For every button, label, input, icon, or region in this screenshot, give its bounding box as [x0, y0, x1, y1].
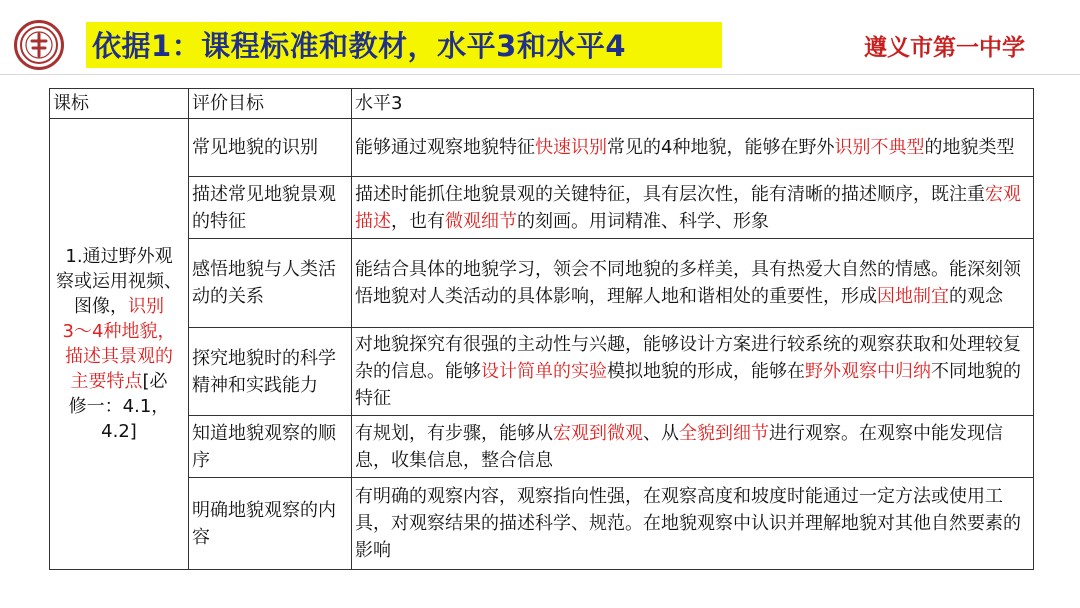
level-text: 、从: [643, 422, 679, 444]
emphasis-text: 宏观到微观: [553, 422, 643, 444]
kebiao-text: 1.通过野外观: [65, 246, 173, 267]
goal-cell: 明确地貌观察的内容: [189, 478, 352, 570]
emphasis-text: 全貌到细节: [679, 422, 769, 444]
goal-cell: 常见地貌的识别: [189, 119, 352, 177]
level-text: 不同地貌的特征: [355, 361, 1021, 409]
level-text: 能够通过观察地貌特征: [355, 137, 535, 158]
kebiao-line: [53, 369, 185, 394]
kebiao-line: [53, 419, 185, 444]
level-text: 有规划，有步骤，能够从: [355, 422, 553, 444]
kebiao-line: [53, 319, 185, 344]
table-header-row: [50, 89, 1034, 119]
evaluation-table: [49, 88, 1034, 570]
kebiao-text: 图像，: [74, 296, 128, 317]
kebiao-emphasis-text: 主要特点: [70, 371, 143, 392]
level-text: 进行观察。在观察中能发现信息，收集信息，整合信息: [355, 422, 1003, 471]
kebiao-line: [53, 294, 185, 319]
emphasis-text: 识别不典型: [834, 137, 925, 158]
kebiao-line: [53, 244, 185, 269]
kebiao-text: [必: [142, 371, 168, 392]
level-text: 模拟地貌的形成，能够在: [607, 361, 805, 382]
school-emblem-icon: [17, 23, 61, 67]
header-cell-kebiao: 课标: [50, 89, 189, 119]
level-text: 的地貌类型: [924, 137, 1015, 158]
emphasis-text: 微观细节: [445, 210, 517, 232]
emphasis-text: 宏观描述: [355, 183, 1021, 232]
emphasis-text: 因地制宜: [877, 286, 949, 307]
header-divider: [0, 74, 1080, 75]
table-row: [50, 478, 1034, 570]
table-row: [50, 328, 1034, 416]
header-cell-level: 水平3: [352, 89, 1034, 119]
emphasis-text: 快速识别: [535, 137, 607, 158]
emphasis-text: 野外观察中归纳: [805, 361, 931, 382]
level-text: 描述时能抓住地貌景观的关键特征，具有层次性，能有清晰的描述顺序，既注重: [355, 183, 985, 205]
level-cell: [352, 478, 1034, 570]
table-row: [50, 416, 1034, 478]
table-row: [50, 177, 1034, 239]
level-text: 能结合具体的地貌学习，领会不同地貌的多样美，具有热爱大自然的情感。能深刻领悟地貌对人类活动的具体影响，理解人地和谐相处的重要性，形成: [355, 259, 1021, 307]
level-text: ，也有: [391, 210, 445, 232]
level-cell: [352, 177, 1034, 239]
kebiao-line: [53, 394, 185, 419]
kebiao-line: [53, 344, 185, 369]
emphasis-text: 设计简单的实验: [481, 361, 607, 382]
goal-cell: 感悟地貌与人类活动的关系: [189, 239, 352, 328]
level-cell: [352, 416, 1034, 478]
school-name: 遵义市第一中学: [864, 34, 1025, 61]
kebiao-cell: [50, 119, 189, 570]
table-row: [50, 239, 1034, 328]
level-cell: [352, 119, 1034, 177]
kebiao-text: 4.2]: [101, 421, 137, 442]
level-text: 对地貌探究有很强的主动性与兴趣，能够设计方案进行较系统的观察获取和处理较复杂的信息。能够: [355, 334, 1021, 382]
slide-title: 依据1：课程标准和教材，水平3和水平4: [92, 29, 627, 63]
level-text: 的刻画。用词精准、科学、形象: [517, 210, 769, 232]
goal-cell: 描述常见地貌景观的特征: [189, 177, 352, 239]
goal-cell: 知道地貌观察的顺序: [189, 416, 352, 478]
level-text: 的观念: [949, 286, 1003, 307]
header-cell-goal: 评价目标: [189, 89, 352, 119]
level-cell: [352, 328, 1034, 416]
kebiao-line: [53, 269, 185, 294]
kebiao-text: 察或运用视频、: [56, 271, 182, 292]
level-text: 有明确的观察内容，观察指向性强，在观察高度和坡度时能通过一定方法或使用工具，对观察结果的描述科学、规范。在地貌观察中认识并理解地貌对其他自然要素的影响: [355, 486, 1021, 561]
table-row: [50, 119, 1034, 177]
level-cell: [352, 239, 1034, 328]
level-text: 常见的4种地貌，能够在野外: [607, 137, 835, 158]
kebiao-emphasis-text: 描述其景观的: [65, 346, 173, 367]
kebiao-emphasis-text: 3～4种地貌，: [62, 321, 176, 342]
kebiao-text: 修一：4.1，: [68, 396, 170, 417]
kebiao-emphasis-text: 识别: [128, 296, 164, 317]
school-emblem-logo: [14, 20, 64, 70]
goal-cell: 探究地貌时的科学精神和实践能力: [189, 328, 352, 416]
